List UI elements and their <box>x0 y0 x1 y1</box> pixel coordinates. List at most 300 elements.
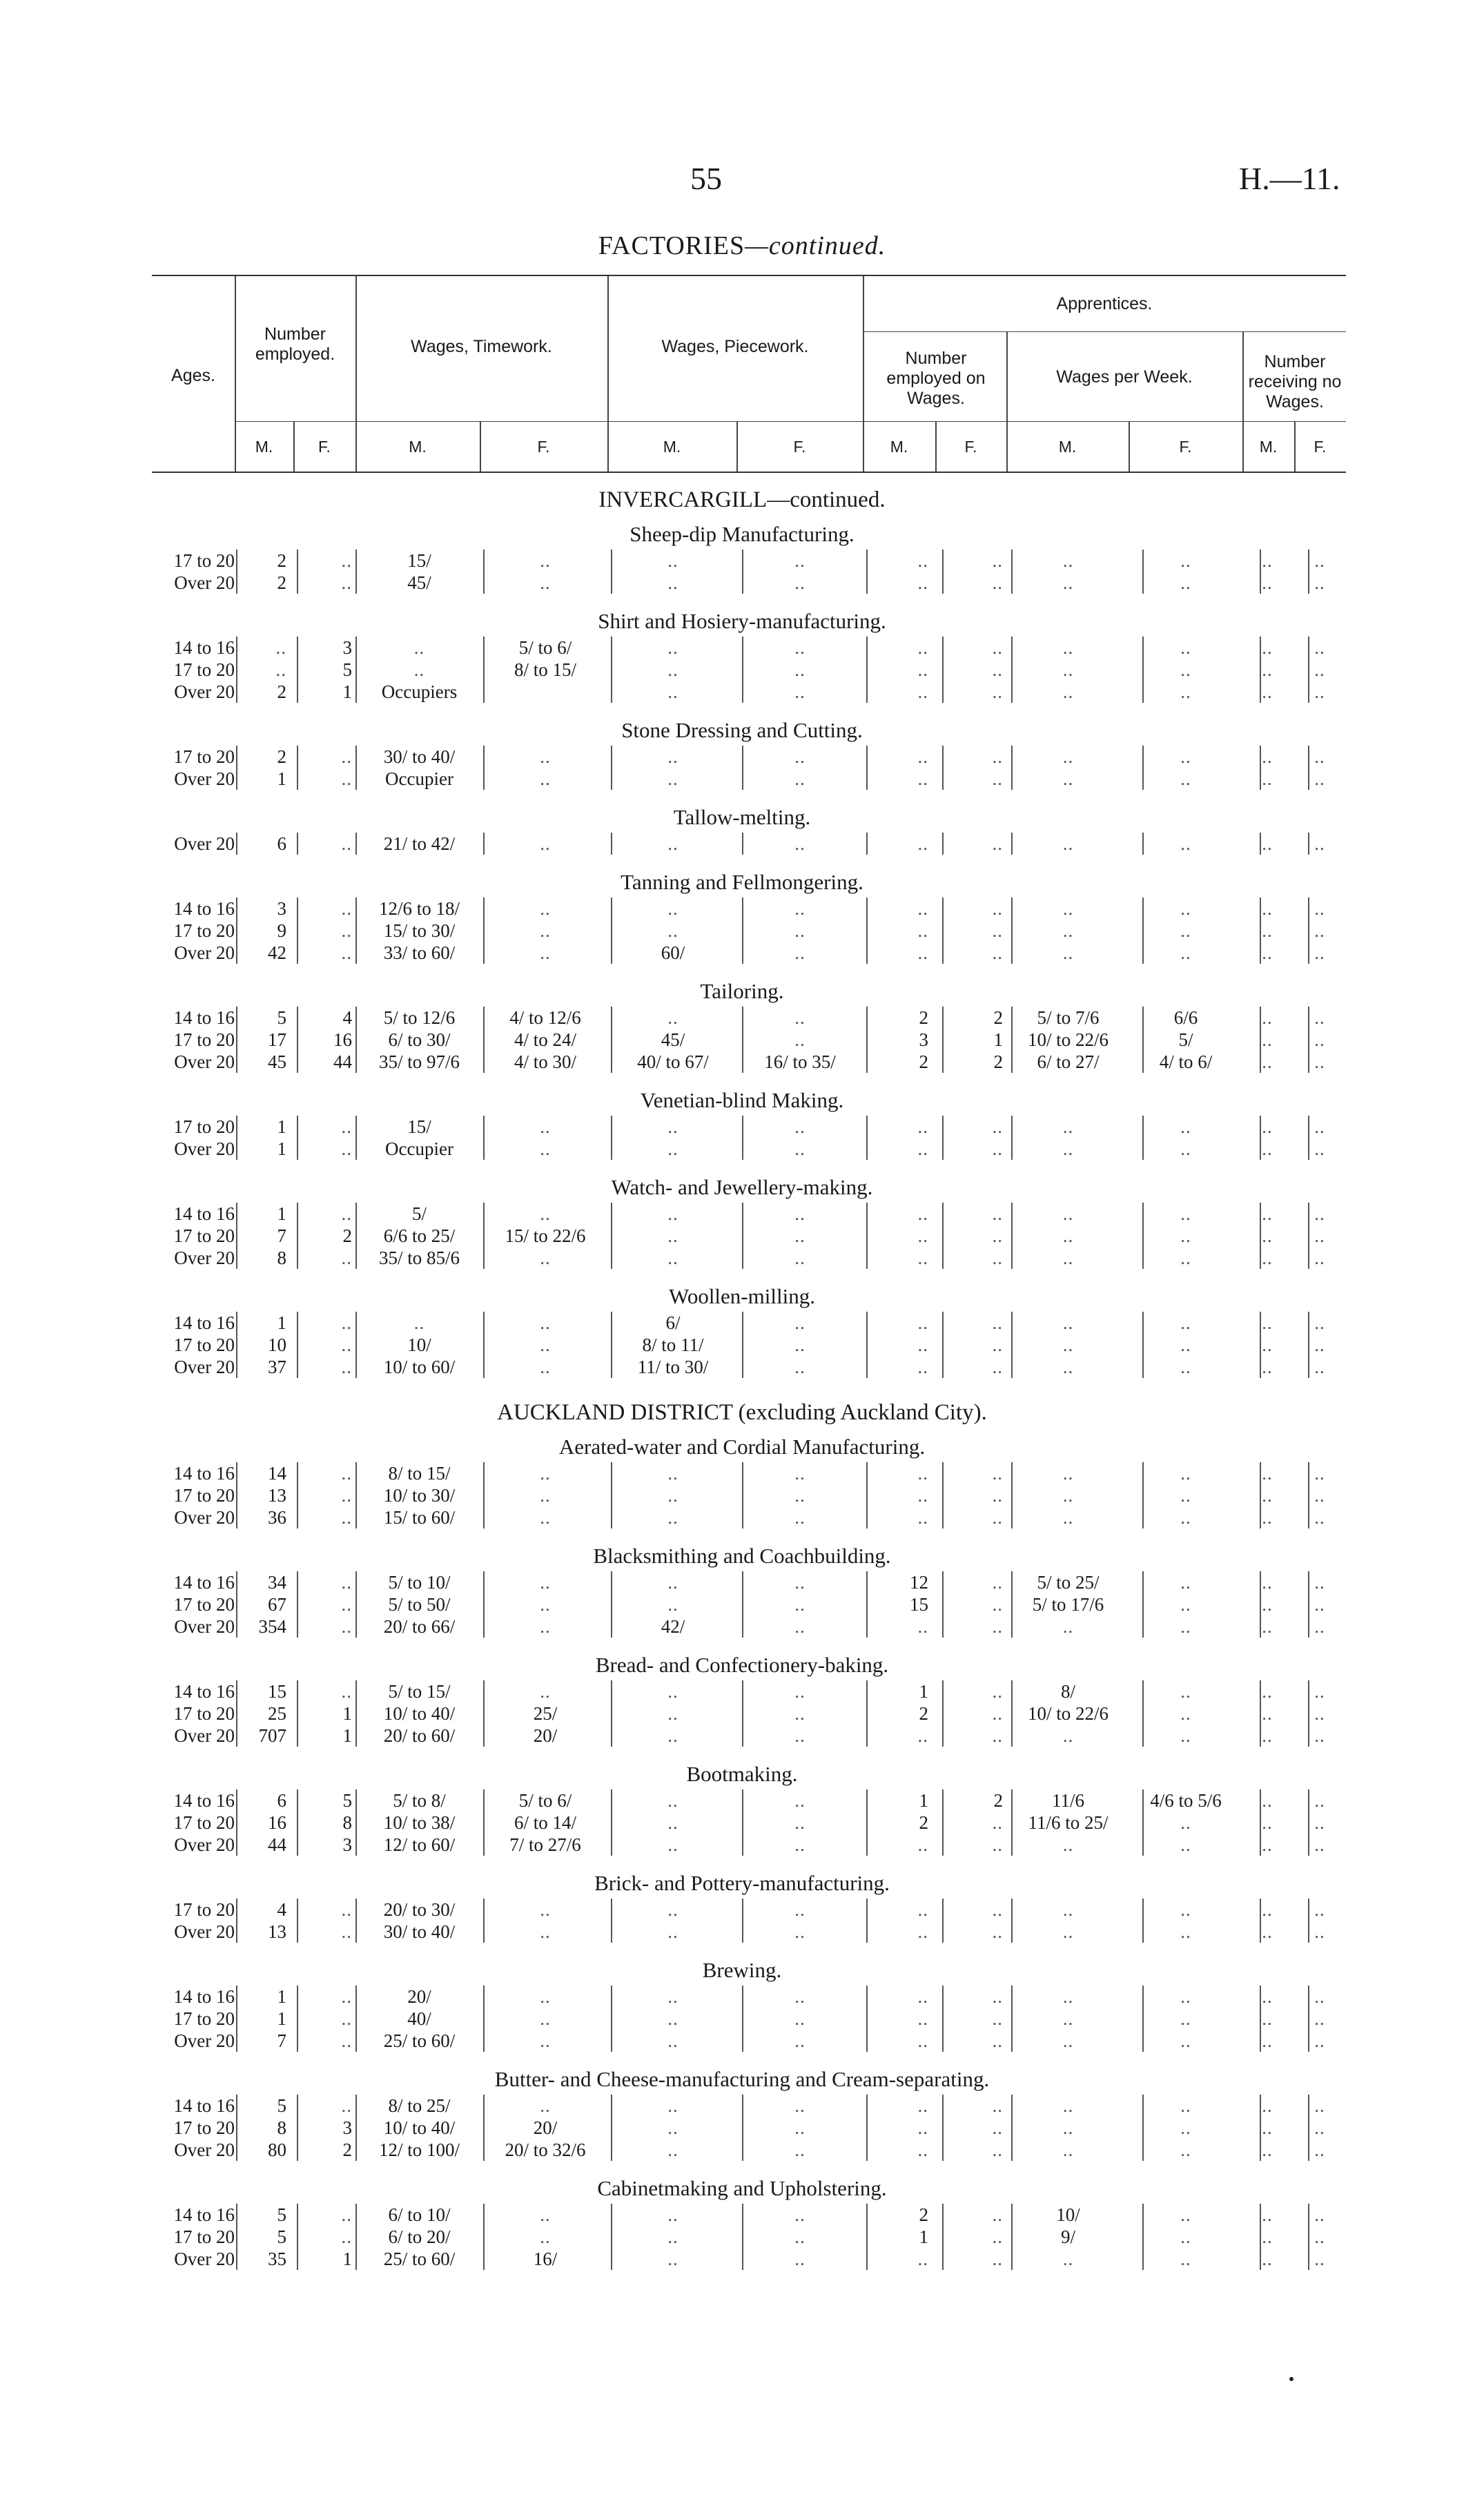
cell-apprentice-wage-m: .. <box>1062 942 1074 963</box>
table-row <box>0 1051 1484 1073</box>
cell-no-wage-m: .. <box>1262 2204 1273 2225</box>
column-divider <box>236 1203 237 1225</box>
table-row <box>0 1203 1484 1225</box>
cell-apprentice-m: .. <box>917 2139 928 2160</box>
cell-employed-m: 2 <box>277 681 286 702</box>
cell-no-wage-m: .. <box>1262 1921 1273 1942</box>
cell-age: Over 20 <box>174 833 235 854</box>
cell-apprentice-wage-f: .. <box>1180 1485 1191 1506</box>
cell-piecework-m: .. <box>667 2008 678 2029</box>
cell-apprentice-wage-m: .. <box>1062 1116 1074 1137</box>
table-row <box>0 833 1484 855</box>
cell-timework-m: .. <box>413 659 425 680</box>
cell-employed-m: 1 <box>277 1986 286 2007</box>
cell-employed-m: 5 <box>277 2095 286 2116</box>
cell-piecework-f: .. <box>794 1138 806 1159</box>
cell-apprentice-m: .. <box>917 1834 928 1855</box>
cell-piecework-f: .. <box>794 2008 806 2029</box>
cell-piecework-f: .. <box>794 1248 806 1268</box>
cell-age: 17 to 20 <box>173 920 235 941</box>
cell-timework-f: .. <box>540 1572 551 1593</box>
cell-employed-f: 44 <box>333 1051 352 1072</box>
column-divider <box>355 1356 357 1378</box>
cell-no-wage-f: .. <box>1314 1594 1325 1615</box>
cell-no-wage-f: .. <box>1314 1507 1325 1528</box>
cell-no-wage-m: .. <box>1262 1812 1273 1833</box>
cell-employed-m: 4 <box>277 1899 286 1920</box>
cell-employed-f: .. <box>341 1594 352 1615</box>
cell-no-wage-m: .. <box>1262 550 1273 571</box>
cell-apprentice-f: .. <box>992 1572 1003 1593</box>
cell-piecework-m: .. <box>667 1485 678 1506</box>
column-divider <box>355 942 357 964</box>
cell-no-wage-f: .. <box>1314 1681 1325 1702</box>
cell-no-wage-f: .. <box>1314 1703 1325 1724</box>
cell-apprentice-f: .. <box>992 1681 1003 1702</box>
cell-no-wage-m: .. <box>1262 1248 1273 1268</box>
cell-no-wage-f: .. <box>1314 681 1325 702</box>
cell-piecework-m: .. <box>667 920 678 941</box>
cell-employed-f: .. <box>341 1572 352 1593</box>
cell-apprentice-wage-m: .. <box>1062 1616 1074 1637</box>
column-divider <box>236 1834 237 1856</box>
industry-heading: Sheep-dip Manufacturing. <box>629 522 855 546</box>
cell-timework-m: 15/ to 30/ <box>383 920 456 941</box>
cell-employed-f: 3 <box>342 2117 352 2138</box>
cell-timework-f: 4/ to 24/ <box>514 1029 576 1050</box>
cell-apprentice-f: .. <box>992 2008 1003 2029</box>
cell-no-wage-f: .. <box>1314 2030 1325 2051</box>
cell-piecework-m: .. <box>667 681 678 702</box>
column-divider <box>355 637 357 659</box>
cell-piecework-f: .. <box>794 1334 806 1355</box>
cell-timework-m: 15/ <box>407 1116 431 1137</box>
cell-apprentice-f: .. <box>992 1312 1003 1333</box>
cell-employed-f: 1 <box>342 1725 352 1746</box>
cell-apprentice-wage-m: 10/ to 22/6 <box>1027 1703 1109 1724</box>
cell-apprentice-wage-m: 8/ <box>1060 1681 1075 1702</box>
cell-no-wage-f: .. <box>1314 942 1325 963</box>
cell-no-wage-m: .. <box>1262 1485 1273 1506</box>
cell-no-wage-f: .. <box>1314 2139 1325 2160</box>
cell-piecework-m: .. <box>667 1681 678 1702</box>
cell-no-wage-m: .. <box>1262 1616 1273 1637</box>
cell-timework-f: .. <box>540 2226 551 2247</box>
cell-piecework-m: 11/ to 30/ <box>637 1357 709 1377</box>
cell-age: 17 to 20 <box>173 1703 235 1724</box>
cell-piecework-m: 6/ <box>665 1312 681 1333</box>
cell-apprentice-m: .. <box>917 1899 928 1920</box>
cell-apprentice-wage-m: 5/ to 7/6 <box>1037 1007 1100 1028</box>
table-row <box>0 2226 1484 2248</box>
cell-apprentice-wage-m: .. <box>1062 833 1074 854</box>
cell-employed-m: 354 <box>258 1616 286 1637</box>
cell-age: 17 to 20 <box>173 1225 235 1246</box>
cell-age: 14 to 16 <box>173 2095 235 2116</box>
cell-apprentice-m: 3 <box>919 1029 928 1050</box>
cell-piecework-m: .. <box>667 746 678 767</box>
column-divider <box>355 1725 357 1747</box>
cell-apprentice-wage-f: .. <box>1180 1725 1191 1746</box>
cell-no-wage-f: .. <box>1314 1357 1325 1377</box>
column-divider <box>236 1593 237 1615</box>
cell-employed-m: 707 <box>258 1725 286 1746</box>
cell-no-wage-f: .. <box>1314 1921 1325 1942</box>
cell-apprentice-m: .. <box>917 2117 928 2138</box>
cell-age: 17 to 20 <box>173 659 235 680</box>
column-divider <box>236 2008 237 2030</box>
cell-no-wage-f: .. <box>1314 1725 1325 1746</box>
cell-employed-m: 5 <box>277 1007 286 1028</box>
cell-employed-f: .. <box>341 2204 352 2225</box>
cell-piecework-m: .. <box>667 1507 678 1528</box>
cell-no-wage-m: .. <box>1262 1138 1273 1159</box>
cell-piecework-f: .. <box>794 659 806 680</box>
cell-piecework-m: .. <box>667 637 678 658</box>
cell-timework-m: .. <box>413 637 425 658</box>
cell-employed-f: .. <box>341 1986 352 2007</box>
cell-no-wage-f: .. <box>1314 2117 1325 2138</box>
cell-apprentice-wage-f: .. <box>1180 2139 1191 2160</box>
cell-timework-f: 5/ to 6/ <box>518 637 572 658</box>
cell-employed-f: 4 <box>342 1007 352 1028</box>
cell-age: Over 20 <box>174 2249 235 2269</box>
cell-piecework-f: .. <box>794 1594 806 1615</box>
industry-heading: Shirt and Hosiery-manufacturing. <box>598 609 886 633</box>
column-divider <box>355 1789 357 1812</box>
cell-timework-m: 15/ to 60/ <box>383 1507 456 1528</box>
cell-piecework-m: .. <box>667 572 678 593</box>
cell-apprentice-m: .. <box>917 1616 928 1637</box>
cell-piecework-f: .. <box>794 2095 806 2116</box>
industry-heading: Woollen-milling. <box>669 1284 815 1308</box>
cell-piecework-m: .. <box>667 833 678 854</box>
cell-piecework-f: .. <box>794 1507 806 1528</box>
column-divider <box>236 1702 237 1725</box>
cell-apprentice-wage-m: .. <box>1062 1138 1074 1159</box>
cell-timework-m: Occupier <box>385 1138 453 1159</box>
cell-apprentice-f: .. <box>992 746 1003 767</box>
subheader-f: F. <box>793 438 806 456</box>
cell-no-wage-f: .. <box>1314 920 1325 941</box>
cell-piecework-f: .. <box>794 1616 806 1637</box>
cell-age: Over 20 <box>174 1357 235 1377</box>
cell-no-wage-m: .. <box>1262 572 1273 593</box>
subheader-f: F. <box>318 438 331 456</box>
cell-piecework-m: .. <box>667 1921 678 1942</box>
cell-apprentice-f: .. <box>992 920 1003 941</box>
cell-timework-m: 35/ to 97/6 <box>378 1051 460 1072</box>
cell-no-wage-f: .. <box>1314 1485 1325 1506</box>
cell-employed-m: 8 <box>277 2117 286 2138</box>
cell-no-wage-f: .. <box>1314 1463 1325 1484</box>
industry-heading: Tallow-melting. <box>673 805 811 829</box>
cell-no-wage-m: .. <box>1262 942 1273 963</box>
cell-apprentice-wage-f: .. <box>1180 1203 1191 1224</box>
cell-employed-m: 44 <box>268 1834 286 1855</box>
cell-apprentice-wage-f: .. <box>1180 1812 1191 1833</box>
cell-apprentice-wage-m: 11/6 <box>1052 1790 1084 1811</box>
cell-apprentice-f: 1 <box>993 1029 1003 1050</box>
cell-timework-f: .. <box>540 1594 551 1615</box>
cell-employed-m: 37 <box>268 1357 286 1377</box>
column-divider <box>236 637 237 659</box>
cell-no-wage-m: .. <box>1262 1594 1273 1615</box>
cell-no-wage-m: .. <box>1262 1225 1273 1246</box>
table-row <box>0 1506 1484 1528</box>
cell-employed-m: 80 <box>268 2139 286 2160</box>
cell-apprentice-f: .. <box>992 1899 1003 1920</box>
cell-no-wage-f: .. <box>1314 1986 1325 2007</box>
column-divider <box>355 2226 357 2248</box>
title-main: FACTORIES <box>598 231 745 260</box>
cell-apprentice-m: .. <box>917 2249 928 2269</box>
cell-piecework-f: .. <box>794 942 806 963</box>
cell-timework-f: .. <box>540 1921 551 1942</box>
cell-employed-f: .. <box>341 1357 352 1377</box>
cell-apprentice-f: .. <box>992 2204 1003 2225</box>
cell-age: 14 to 16 <box>173 1572 235 1593</box>
cell-piecework-m: .. <box>667 898 678 919</box>
table-row <box>0 768 1484 790</box>
cell-apprentice-wage-f: 4/ to 6/ <box>1159 1051 1213 1072</box>
cell-piecework-f: .. <box>794 1725 806 1746</box>
cell-employed-m: 1 <box>277 1138 286 1159</box>
cell-apprentice-f: .. <box>992 1834 1003 1855</box>
cell-timework-m: 5/ to 10/ <box>388 1572 451 1593</box>
cell-timework-f: .. <box>540 2204 551 2225</box>
cell-age: 17 to 20 <box>173 1029 235 1050</box>
cell-employed-m: 17 <box>268 1029 286 1050</box>
cell-apprentice-m: .. <box>917 1312 928 1333</box>
cell-apprentice-wage-f: .. <box>1180 1463 1191 1484</box>
cell-piecework-m: 40/ to 67/ <box>637 1051 709 1072</box>
column-divider <box>355 1921 357 1943</box>
cell-piecework-f: .. <box>794 550 806 571</box>
column-divider <box>236 746 237 768</box>
cell-apprentice-wage-m: .. <box>1062 1203 1074 1224</box>
cell-age: 17 to 20 <box>173 2117 235 2138</box>
cell-no-wage-m: .. <box>1262 1357 1273 1377</box>
cell-employed-f: .. <box>341 898 352 919</box>
cell-employed-f: .. <box>341 550 352 571</box>
cell-apprentice-wage-f: .. <box>1180 1594 1191 1615</box>
header-app-number-employed: Number employed on Wages. <box>886 349 986 408</box>
cell-apprentice-wage-m: .. <box>1062 572 1074 593</box>
cell-no-wage-f: .. <box>1314 550 1325 571</box>
cell-employed-m: 1 <box>277 768 286 789</box>
cell-no-wage-m: .. <box>1262 2008 1273 2029</box>
cell-no-wage-f: .. <box>1314 2249 1325 2269</box>
cell-timework-m: 20/ to 60/ <box>383 1725 456 1746</box>
cell-timework-f: .. <box>540 768 551 789</box>
cell-timework-m: 35/ to 85/6 <box>378 1248 460 1268</box>
cell-apprentice-m: .. <box>917 833 928 854</box>
cell-age: Over 20 <box>174 681 235 702</box>
column-divider <box>355 1334 357 1356</box>
cell-apprentice-wage-f: .. <box>1180 2249 1191 2269</box>
cell-timework-f: 4/ to 12/6 <box>509 1007 581 1028</box>
cell-no-wage-f: .. <box>1314 572 1325 593</box>
column-divider <box>355 2139 357 2161</box>
cell-timework-f: 20/ to 32/6 <box>505 2139 586 2160</box>
cell-piecework-f: .. <box>794 1485 806 1506</box>
cell-age: 17 to 20 <box>173 1116 235 1137</box>
header-wages-timework: Wages, Timework. <box>411 337 552 356</box>
cell-employed-f: .. <box>341 1899 352 1920</box>
cell-age: 14 to 16 <box>173 898 235 919</box>
cell-age: 14 to 16 <box>173 2204 235 2225</box>
cell-timework-m: 5/ <box>411 1203 427 1224</box>
cell-timework-f: .. <box>540 1616 551 1637</box>
cell-timework-m: 30/ to 40/ <box>383 746 456 767</box>
cell-piecework-m: .. <box>667 1790 678 1811</box>
cell-employed-f: 5 <box>342 659 352 680</box>
cell-employed-f: .. <box>341 2226 352 2247</box>
cell-apprentice-wage-m: .. <box>1062 1834 1074 1855</box>
column-divider <box>355 1462 357 1484</box>
column-divider <box>236 1029 237 1051</box>
cell-piecework-m: .. <box>667 1703 678 1724</box>
column-divider <box>355 681 357 703</box>
cell-apprentice-f: .. <box>992 1463 1003 1484</box>
cell-age: 14 to 16 <box>173 1203 235 1224</box>
cell-piecework-f: .. <box>794 1463 806 1484</box>
cell-apprentice-wage-f: 6/6 <box>1173 1007 1198 1028</box>
column-divider <box>355 550 357 572</box>
cell-age: Over 20 <box>174 1725 235 1746</box>
table-row <box>0 897 1484 920</box>
cell-timework-m: 20/ to 30/ <box>383 1899 456 1920</box>
cell-apprentice-wage-m: 5/ to 17/6 <box>1032 1594 1104 1615</box>
cell-employed-m: 2 <box>277 746 286 767</box>
cell-employed-f: .. <box>341 1921 352 1942</box>
cell-piecework-f: .. <box>794 1116 806 1137</box>
cell-apprentice-wage-m: .. <box>1062 2139 1074 2160</box>
cell-employed-f: .. <box>341 942 352 963</box>
cell-piecework-f: .. <box>794 1203 806 1224</box>
cell-employed-m: .. <box>275 659 286 680</box>
table-row <box>0 681 1484 703</box>
column-divider <box>355 2117 357 2139</box>
column-divider <box>355 897 357 920</box>
cell-employed-f: 3 <box>342 637 352 658</box>
table-row <box>0 637 1484 659</box>
cell-apprentice-wage-m: .. <box>1062 1225 1074 1246</box>
table-row <box>0 1029 1484 1051</box>
cell-timework-f: .. <box>540 1203 551 1224</box>
column-divider <box>355 833 357 855</box>
cell-age: 14 to 16 <box>173 1681 235 1702</box>
cell-no-wage-m: .. <box>1262 1507 1273 1528</box>
column-divider <box>355 2095 357 2117</box>
column-divider <box>355 1812 357 1834</box>
column-divider <box>236 2117 237 2139</box>
cell-apprentice-m: 2 <box>919 1703 928 1724</box>
industry-heading: Cabinetmaking and Upholstering. <box>597 2176 887 2200</box>
cell-no-wage-f: .. <box>1314 1899 1325 1920</box>
table-row <box>0 1247 1484 1269</box>
industry-heading: Brick- and Pottery-manufacturing. <box>594 1871 890 1895</box>
cell-apprentice-wage-m: .. <box>1062 1357 1074 1377</box>
cell-apprentice-m: 2 <box>919 2204 928 2225</box>
cell-timework-f: .. <box>540 1248 551 1268</box>
column-divider <box>236 833 237 855</box>
cell-piecework-m: .. <box>667 1725 678 1746</box>
cell-employed-f: .. <box>341 1312 352 1333</box>
cell-piecework-f: .. <box>794 2139 806 2160</box>
cell-age: Over 20 <box>174 2139 235 2160</box>
cell-apprentice-wage-m: .. <box>1062 1334 1074 1355</box>
cell-piecework-f: .. <box>794 1790 806 1811</box>
cell-apprentice-wage-m: .. <box>1062 1312 1074 1333</box>
cell-employed-m: 7 <box>277 1225 286 1246</box>
cell-no-wage-f: .. <box>1314 768 1325 789</box>
column-divider <box>355 1834 357 1856</box>
cell-piecework-m: .. <box>667 1225 678 1246</box>
cell-no-wage-f: .. <box>1314 1051 1325 1072</box>
table-row <box>0 1462 1484 1484</box>
cell-age: 17 to 20 <box>173 1334 235 1355</box>
cell-piecework-f: .. <box>794 1681 806 1702</box>
cell-apprentice-m: .. <box>917 1334 928 1355</box>
cell-age: Over 20 <box>174 572 235 593</box>
industry-heading: Stone Dressing and Cutting. <box>621 718 863 742</box>
table-row <box>0 2008 1484 2030</box>
cell-timework-m: 5/ to 8/ <box>393 1790 446 1811</box>
cell-employed-m: 9 <box>277 920 286 941</box>
cell-piecework-m: .. <box>667 1248 678 1268</box>
cell-timework-f: .. <box>540 898 551 919</box>
cell-no-wage-m: .. <box>1262 681 1273 702</box>
cell-timework-f: .. <box>540 2008 551 2029</box>
cell-no-wage-f: .. <box>1314 746 1325 767</box>
cell-age: 17 to 20 <box>173 746 235 767</box>
cell-piecework-m: 60/ <box>661 942 685 963</box>
cell-employed-f: .. <box>341 833 352 854</box>
cell-age: 17 to 20 <box>173 1485 235 1506</box>
cell-employed-m: 15 <box>268 1681 286 1702</box>
industry-heading: Watch- and Jewellery-making. <box>611 1175 873 1199</box>
cell-apprentice-wage-m: .. <box>1062 1507 1074 1528</box>
cell-apprentice-m: .. <box>917 1225 928 1246</box>
column-divider <box>355 1506 357 1528</box>
cell-timework-m: 30/ to 40/ <box>383 1921 456 1942</box>
cell-age: 17 to 20 <box>173 1594 235 1615</box>
cell-apprentice-wage-f: .. <box>1180 1921 1191 1942</box>
cell-age: Over 20 <box>174 1138 235 1159</box>
subheader-f: F. <box>1314 438 1327 456</box>
cell-employed-f: .. <box>341 1116 352 1137</box>
cell-piecework-m: .. <box>667 2030 678 2051</box>
column-divider <box>355 659 357 681</box>
cell-timework-m: 15/ <box>407 550 431 571</box>
cell-apprentice-m: .. <box>917 898 928 919</box>
cell-apprentice-wage-f: .. <box>1180 833 1191 854</box>
cell-no-wage-m: .. <box>1262 920 1273 941</box>
table-row <box>0 550 1484 572</box>
cell-piecework-m: 45/ <box>661 1029 685 1050</box>
cell-timework-m: 10/ to 38/ <box>383 1812 456 1833</box>
subheader-m: M. <box>1259 438 1278 456</box>
cell-apprentice-wage-m: 6/ to 27/ <box>1037 1051 1100 1072</box>
cell-apprentice-m: .. <box>917 550 928 571</box>
cell-apprentice-m: 1 <box>919 2226 928 2247</box>
table-row <box>0 920 1484 942</box>
cell-apprentice-wage-f: .. <box>1180 1681 1191 1702</box>
cell-apprentice-wage-f: 5/ <box>1178 1029 1193 1050</box>
column-divider <box>355 1593 357 1615</box>
